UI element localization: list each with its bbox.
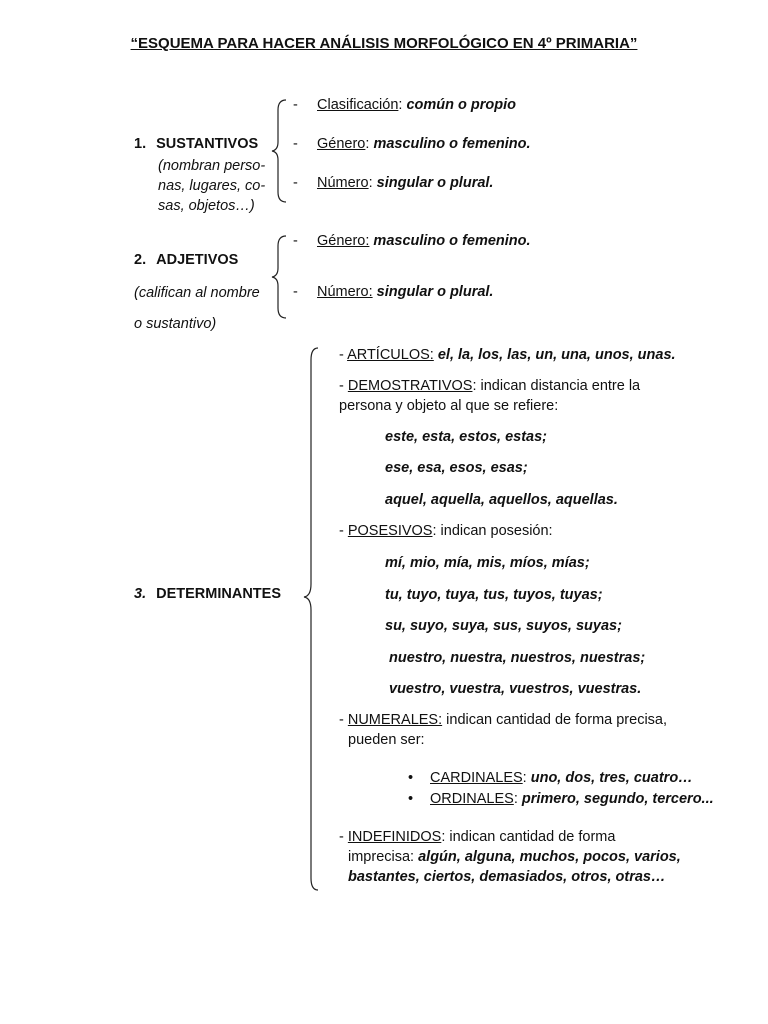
section-description: [158, 156, 265, 216]
section-number: 1.: [134, 136, 147, 152]
description-line: sas, objetos…): [158, 198, 255, 214]
description-line: (nombran perso-: [158, 158, 266, 174]
example-line: ese, esa, esos, esas;: [385, 460, 528, 476]
example-line: mí, mio, mía, mis, míos, mías;: [385, 555, 590, 571]
page-title: “ESQUEMA PARA HACER ANÁLISIS MORFOLÓGICO EN 4º PRIMARIA”: [130, 35, 638, 52]
indefinidos-line: - INDEFINIDOS: indican cantidad de forma: [339, 829, 616, 845]
section-heading-adjetivos: [134, 252, 238, 268]
list-item: • ORDINALES: primero, segundo, tercero...: [408, 791, 714, 807]
list-item: - Número: singular o plural.: [293, 284, 494, 300]
section-title: DETERMINANTES: [156, 586, 281, 602]
example-line: este, esta, estos, estas;: [385, 429, 548, 445]
example-line: tu, tuyo, tuya, tus, tuyos, tuyas;: [385, 587, 603, 603]
example-line: vuestro, vuestra, vuestros, vuestras.: [389, 681, 642, 697]
posesivos-line: - POSESIVOS: indican posesión:: [339, 523, 553, 539]
curly-brace: [270, 98, 290, 204]
description-line: (califican al nombre: [134, 285, 260, 301]
list-item: - Clasificación: común o propio: [293, 97, 517, 113]
bullet-icon: •: [408, 770, 414, 786]
section-heading-determinantes: [134, 586, 281, 602]
list-item: - Número: singular o plural.: [293, 175, 494, 191]
example-line: aquel, aquella, aquellos, aquellas.: [385, 492, 618, 508]
description-line: o sustantivo): [134, 316, 217, 332]
example-line: su, suyo, suya, sus, suyos, suyas;: [385, 618, 622, 634]
list-item: • CARDINALES: uno, dos, tres, cuatro…: [408, 770, 693, 786]
curly-brace: [270, 234, 290, 320]
numerales-line: - NUMERALES: indican cantidad de forma precisa,: [339, 712, 668, 728]
demostrativos-line: persona y objeto al que se refiere:: [339, 398, 559, 414]
numerales-line: pueden ser:: [348, 732, 425, 748]
list-item: - Género: masculino o femenino.: [293, 233, 531, 249]
articulos-line: - ARTÍCULOS: el, la, los, las, un, una, unos, unas.: [339, 347, 676, 363]
section-number: 2.: [134, 252, 147, 268]
description-line: nas, lugares, co-: [158, 178, 266, 194]
list-item: - Género: masculino o femenino.: [293, 136, 531, 152]
section-heading-sustantivos: [134, 136, 258, 152]
curly-brace: [302, 346, 322, 892]
bullet-icon: •: [408, 791, 414, 807]
demostrativos-line: - DEMOSTRATIVOS: indican distancia entre la: [339, 378, 641, 394]
section-title: ADJETIVOS: [156, 252, 239, 268]
section-title: SUSTANTIVOS: [156, 136, 259, 152]
indefinidos-line: bastantes, ciertos, demasiados, otros, otras…: [348, 869, 666, 885]
example-line: nuestro, nuestra, nuestros, nuestras;: [389, 650, 646, 666]
indefinidos-line: imprecisa: algún, alguna, muchos, pocos, varios,: [348, 849, 681, 865]
section-number: 3.: [134, 586, 147, 602]
